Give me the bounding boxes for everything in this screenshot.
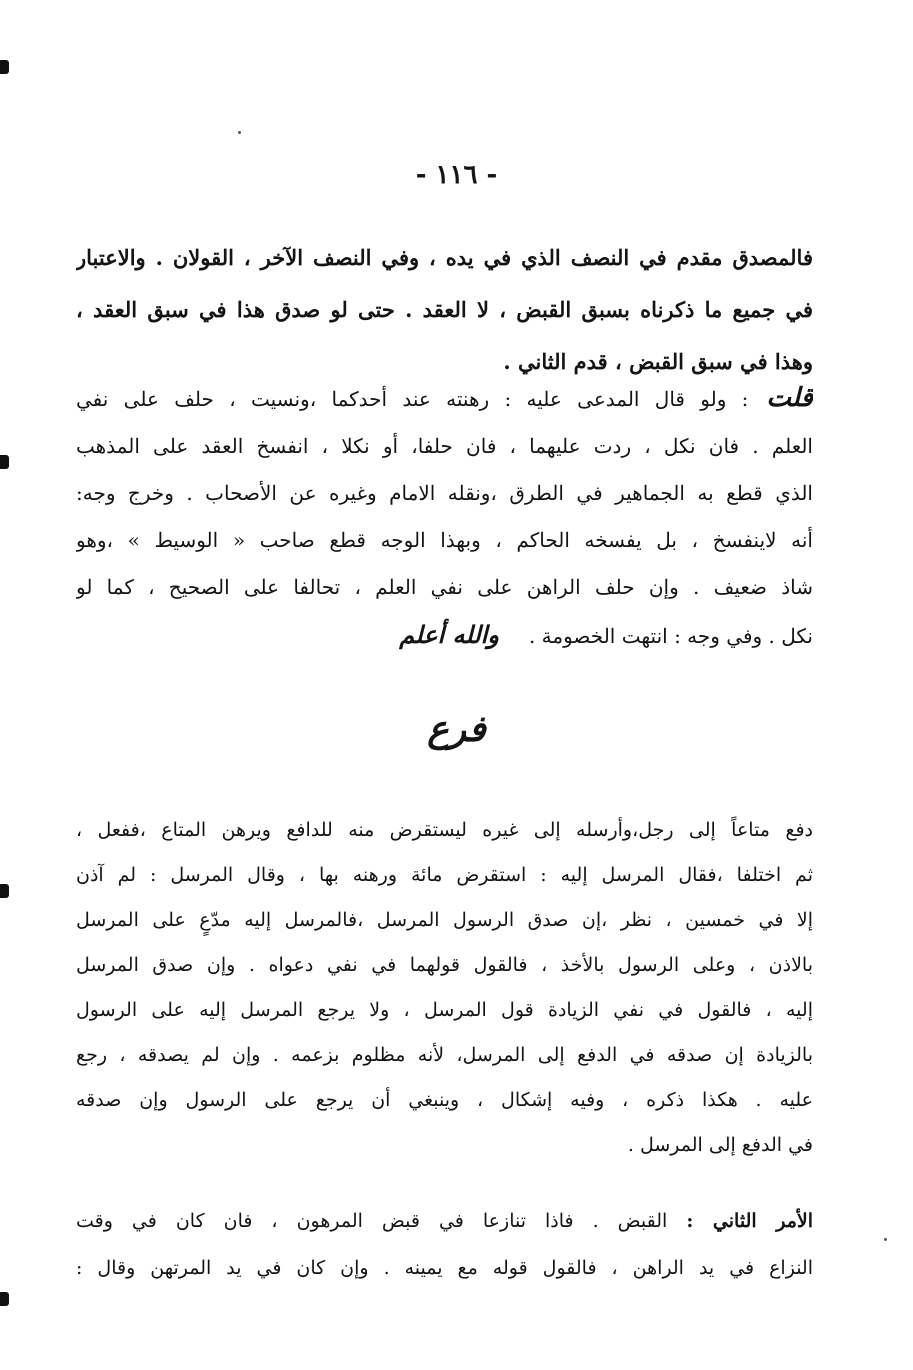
scan-edge-mark (0, 60, 9, 74)
text-line: إلا في خمسين ، نظر ،إن صدق الرسول المرسل ،فالمرسل إليه مدّعٍ على المرسل (76, 909, 813, 931)
qult-paragraph (76, 375, 813, 660)
section-heading: فرع (427, 708, 486, 750)
scan-speck (238, 131, 241, 134)
text-line (76, 1198, 813, 1245)
text-line: عليه . هكذا ذكره ، وفيه إشكال ، وينبغي أن يرجع على الرسول وإن صدقه (76, 1089, 813, 1111)
text-line: النزاع في يد الراهن ، فالقول قوله مع يمينه . وإن كان في يد المرتهن وقال : (76, 1257, 813, 1279)
amr-paragraph (76, 1198, 813, 1292)
text-line: أنه لاينفسخ ، بل يفسخه الحاكم ، وبهذا الوجه قطع صاحب « الوسيط » ،وهو (76, 528, 813, 552)
text-line: في جميع ما ذكرناه بسبق القبض ، لا العقد . حتى لو صدق هذا في سبق العقد ، (76, 297, 813, 322)
text-segment: نكل . وفي وجه : انتهت الخصومة . (528, 624, 813, 648)
scan-speck (884, 1238, 887, 1241)
text-line: الذي قطع به الجماهير في الطرق ،ونقله الامام وغيره عن الأصحاب . وخرج وجه: (76, 481, 813, 505)
intro-paragraph (76, 232, 813, 388)
text-line: دفع متاعاً إلى رجل،وأرسله إلى غيره ليستقرض منه للدافع ويرهن المتاع ،ففعل ، (76, 819, 813, 841)
text-line: ثم اختلفا ،فقال المرسل إليه : استقرض مائة ورهنه بها ، وقال المرسل : لم آذن (76, 864, 813, 886)
text-line: في الدفع إلى المرسل . (627, 1134, 813, 1156)
scan-edge-mark (0, 884, 9, 898)
text-line: بالزيادة إن صدقه في الدفع إلى المرسل، لأنه مظلوم بزعمه . وإن لم يصدقه ، رجع (76, 1044, 813, 1066)
page-number: - ١١٦ - (415, 160, 498, 190)
closing-phrase: والله أعلم (399, 620, 499, 649)
text-line: إليه ، فالقول في نفي الزيادة قول المرسل ، ولا يرجع المرسل إليه على الرسول (76, 999, 813, 1021)
text-segment: : ولو قال المدعى عليه : رهنته عند أحدكما ،ونسيت ، حلف على نفي (76, 387, 749, 411)
qult-lead-word: قلت (766, 383, 813, 413)
text-line: وهذا في سبق القبض ، قدم الثاني . (503, 349, 813, 374)
text-line: بالاذن ، وعلى الرسول بالأخذ ، فالقول قولهما في نفي دعواه . وإن صدق المرسل (76, 954, 813, 976)
text-line (76, 375, 813, 423)
text-line (76, 611, 813, 660)
amr-lead-phrase: الأمر الثاني : (686, 1210, 813, 1232)
text-line: العلم . فان نكل ، ردت عليهما ، فان حلفا، أو نكلا ، انفسخ العقد على المذهب (76, 434, 813, 458)
scan-edge-mark (0, 1292, 9, 1306)
far-paragraph (76, 808, 813, 1168)
text-line: شاذ ضعيف . وإن حلف الراهن على نفي العلم ، تحالفا على الصحيح ، كما لو (76, 575, 813, 599)
text-line: فالمصدق مقدم في النصف الذي في يده ، وفي النصف الآخر ، القولان . والاعتبار (76, 245, 813, 270)
scan-edge-mark (0, 455, 9, 469)
text-segment: القبض . فاذا تنازعا في قبض المرهون ، فان كان في وقت (76, 1210, 668, 1232)
